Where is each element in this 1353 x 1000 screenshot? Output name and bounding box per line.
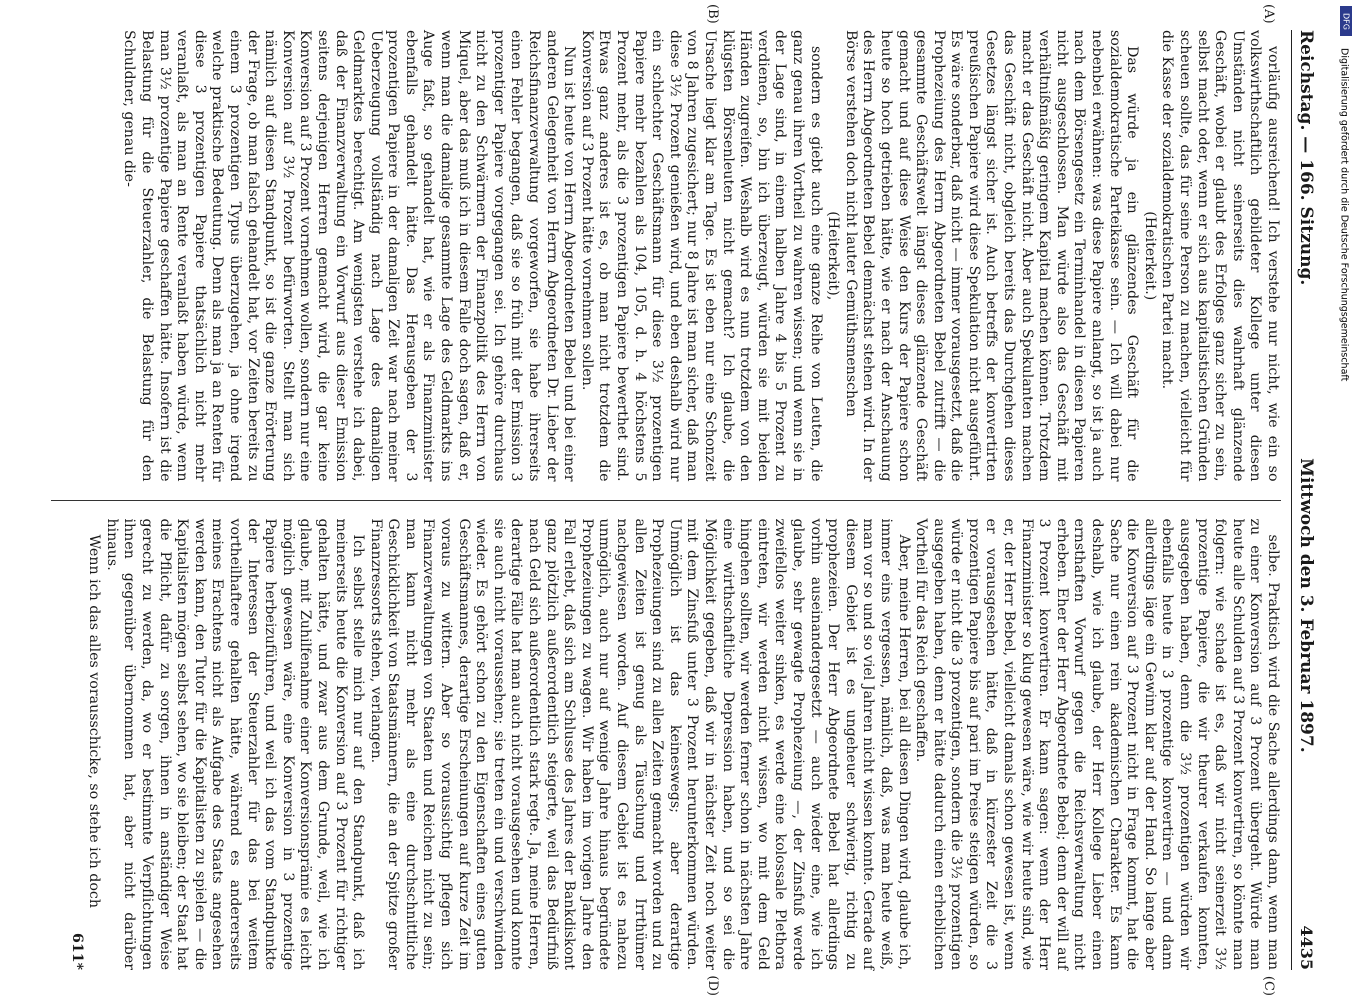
text-columns xyxy=(51,4,1281,996)
left-column-paragraph: (Heiterkeit), xyxy=(825,211,842,301)
margin-marker-c: (C) xyxy=(1261,975,1276,996)
right-column-paragraph: Wenn ich das alles vorausschicke, so stehe ich doch xyxy=(86,534,103,908)
left-column-paragraph: vorläufig ausreichend! Ich verstehe nur nicht, wie ein so volkswirthschaftlich gebildeter Kollege unter diesen Umständen nicht seinerseits dies wahrhaft glänzende Geschäft, wobei er glaubt des Erfolges ganz sicher zu sein, selbst macht oder, wenn er sich aus kapitalistischen Gründen scheuen sollte, das für seine Person zu machen, vielleicht für die Kasse der sozialdemokratischen Partei macht. xyxy=(1159,30,1281,482)
page-header xyxy=(1291,30,1316,970)
right-column-paragraph: Ich selbst stelle mich nur auf den Standpunkt, daß ich meinerseits heute die Konversion auf 3 Prozent für richtiger gehalten hätte, und zwar aus dem Grunde, weil, wie ich glaube, mit Zuhilfenahme einer Konversionsprämie es leicht möglich gewesen wäre, eine Konversion in 3 prozentige Papiere herbeizuführen, und weil ich das vom Standpunkte der Interessen der Steuerzahler für das bei weitem vortheilhaftere gehalten hätte, während es andererseits meines Erachtens nicht als Aufgabe des Staats angesehen werden kann, den Tutor für die Kapitalisten zu spielen — die Kapitalisten mögen selbst sehen, wo sie bleiben; der Staat hat die Pflicht, dafür zu sorgen, ihnen in anständiger Weise gerecht zu werden, da, wo er bestimmte Verpflichtungen ihnen gegenüber übernommen hat, aber nicht darüber hinaus. xyxy=(103,518,367,970)
left-column-paragraph: Nun ist heute von Herrn Abgeordneten Bebel und bei einer anderen Gelegenheit von Herrn Abgeordneten Dr. Lieber der Reichsfinanzverwaltung vorgeworfen, sie habe ihrerseits einen Fehler begangen, daß sie so früh mit der Emission 3 prozentiger Papiere vorgegangen sei. Ich gehöre durchaus nicht zu den Schwärmern der Finanzpolitik des Herrn von Miquel, aber das muß ich in diesem Falle doch sagen, daß er, wenn man die damalige gesammte Lage des Geldmarkts ins Auge faßt, so gehandelt hat, wie er als Finanzminister ebenfalls gehandelt hätte. Das Herausgeben der 3 prozentigen Papiere in der damaligen Zeit war nach meiner Ueberzeugung vollständig nach Lage des damaligen Geldmarktes berechtigt. Am wenigsten verstehe ich dabei, daß der Finanzverwaltung ein Vorwurf aus dieser Emission seitens derjenigen Herren gemacht wird, die gar keine Konversion auf 3 Prozent vornehmen wollen, sondern nur eine Konversion auf 3½ Prozent befürworten. Stellt man sich nämlich auf diesen Standpunkt, so ist die ganze Erörterung der Frage, ob man falsch gehandelt hat, vor Zeiten bereits zu einem 3 prozentigen Typus überzugehen, ja ohne irgend welche praktische Bedeutung. Denn als man ja an Renten für diese 3 prozentigen Papiere thatsächlich nicht mehr veranlaßt, als man an Rente veranlaßt haben würde, wenn man 3½ prozentige Papiere geschaffen hätte. Insofern ist die Belastung für die Steuerzahler, die Belastung für den Schuldner, genau die- xyxy=(121,30,578,482)
left-column xyxy=(51,4,1281,482)
column-divider xyxy=(51,500,1281,501)
left-column-paragraph: sondern es giebt auch eine ganze Reihe von Leuten, die ganz genau ihren Vortheil zu wahren wissen; und wenn sie in der Lage sind, in einem halben Jahre 4 bis 5 Prozent zu verdienen, so, bin ich überzeugt, würden sie mit beiden Händen zugreifen. Weshalb wird es nun trotzdem von den klügsten Börsenleuten nicht gemacht? Ich glaube, die Ursache liegt klar am Tage. Es ist eben nur eine Schonzeit von 8 Jahren zugesichert; nur 8 Jahre ist man sicher, daß man diese 3½ Prozent genießen wird, und eben deshalb wird nur ein schlechter Geschäftsmann für diese 3½ prozentigen Papiere mehr bezahlen als 104, 105, d. h. 4 höchstens 5 Prozent mehr, als die 3 prozentigen Papiere bewerthet sind. Etwas ganz anderes ist es, ob man nicht trotzdem die Konversion auf 3 Prozent hätte vornehmen sollen. xyxy=(578,30,824,482)
right-column-paragraph: Aber, meine Herren, bei all diesen Dingen wird, glaube ich, immer eins vergessen, nämlich, daß, was man heute weiß, man vor so und so viel Jahren nicht wissen konnte. Gerade auf diesem Gebiet ist es ungeheuer schwierig, richtig zu prophezeien. Der Herr Abgeordnete Bebel hat allerdings vorhin auseinandergesetzt — auch wieder eine, wie ich glaube, sehr gewagte Prophezeiung —, der Zinsfuß werde zweifellos weiter sinken, es werde eine kolossale Plethora eintreten, wir werden nicht wissen, wo mit dem Geld hingehen sollten, wir werden ferner schon in nächsten Jahre eine wirthschaftliche Depression haben, und so sei die Möglichkeit gegeben, daß wir in nächster Zeit noch weiter mit dem Zinsfuß unter 3 Prozent herunterkommen würden. Unmöglich ist das keineswegs; aber derartige Prophezeiungen sind zu allen Zeiten gemacht worden und zu allen Zeiten ist genug als Täuschung und Irrthümer nachgewiesen worden. Auf diesem Gebiet ist es nahezu unmöglich, auch nur auf wenige Jahre hinaus begründete Prophezeiungen zu wagen. Wir haben im vorigen Jahre den Fall erlebt, daß sich am Schlusse des Jahres der Bankdiskont ganz plötzlich außerordentlich steigerte, weil das Bedürfniß nach Geld sich außerordentlich stark regte. Ja, meine Herren, derartige Fälle hat man auch nicht vorausgesehen und konnte sie auch nicht voraussehen; sie treten ein und verschwinden wieder. Es gehört schon zu den Eigenschaften eines guten Geschäftsmannes, derartige Erscheinungen auf kurze Zeit im voraus zu wittern. Aber so voraussichtig pflegen sich Finanzverwaltungen von Staaten und Reichen nicht zu sein; man kann nicht mehr als eine durchschnittliche Geschicklichkeit von Staatsmännern, die an der Spitze großer Finanzressorts stehen, verlangen. xyxy=(367,518,912,970)
header-left: Reichstag. — 166. Sitzung. xyxy=(1296,30,1316,286)
dfg-logo: DFG xyxy=(1340,6,1352,36)
margin-marker-b: (B) xyxy=(705,4,720,24)
signature-mark: 611* xyxy=(68,932,85,970)
right-column xyxy=(51,518,1281,996)
margin-marker-a: (A) xyxy=(1261,4,1276,24)
left-column-paragraph: Das würde ja ein glänzendes Geschäft für die sozialdemokratische Parteikasse sein. — Ich will dabei nur nebenbei erwähnen: was diese Papiere anlangt, so ist ja auch nach dem Börsengesetz ein Terminhandel in diesen Papieren nicht ausgeschlossen. Man würde also das Geschäft mit verhältnißmäßig geringem Kapital machen können. Trotzdem macht er das Geschäft nicht. Aber auch Spekulanten machen das Geschäft nicht, obgleich bereits das Durchgehen dieses Gesetzes längst sicher ist. Auch betreffs der konvertirten preußischen Papiere wird diese Spekulation nicht ausgeführt. Es wäre sonderbar, daß nicht — immer vorausgesetzt, daß die Prophezeiung des Herrn Abgeordneten Bebel zutrifft — die gesammte Geschäftswelt längst dieses glänzende Geschäft gemacht und auf diese Weise den Kurs der Papiere schon heute so hoch getrieben hätte, wie er nach der Anschauung des Herrn Abgeordneten Bebel demnächst stehen wird. In der Börse verstehen doch nicht lauter Gemüthsmenschen xyxy=(842,30,1141,482)
right-column-paragraph: selbe. Praktisch wird die Sache allerdings dann, wenn man zu einer Konversion auf 3 Prozent übergeht. Würde man heute alle Schulden auf 3 Prozent konvertiren, so könnte man folgern: wie schade ist es, daß wir nicht seinerzeit 3½ prozentige Papiere, die wir theurer verkaufen konnten, ausgegeben haben, denn die 3½ prozentigen würden wir ebenfalls heute in 3 prozentige konvertiren — und dann allerdings läge ein Gewinn klar auf der Hand. So lange aber die Konversion auf 3 Prozent nicht in Frage kommt, hat die Sache nur einen rein akademischen Charakter. Es kann deshalb, wie ich glaube, der Herr Kollege Lieber einen ernsthaften Vorwurf gegen die Reichsverwaltung nicht erheben. Eher der Herr Abgeordnete Bebel; denn der will auf 3 Prozent konvertiren. Er kann sagen: wenn der Herr Finanzminister so klug gewesen wäre, wie wir heute sind, wie er, der Herr Bebel, vielleicht damals schon gewesen ist, wenn er vorausgesehen hätte, daß in kürzester Zeit die 3 prozentigen Papiere bis auf pari im Preise steigen würden, so würde er nicht die 3 prozentigen, sondern die 3½ prozentigen ausgegeben haben, denn er hätte dadurch einen erheblichen Vortheil für das Reich geschaffen. xyxy=(913,518,1281,970)
margin-marker-d: (D) xyxy=(705,975,720,996)
page-number: 4435 xyxy=(1297,925,1316,970)
credit-line xyxy=(1337,8,1351,988)
header-date: Mittwoch den 3. Februar 1897. xyxy=(1296,458,1316,753)
left-column-paragraph: (Heiterkeit.) xyxy=(1141,211,1158,301)
credit-text: Digitalisierung gefördert durch die Deutsche Forschungsgemeinschaft xyxy=(1338,48,1350,382)
